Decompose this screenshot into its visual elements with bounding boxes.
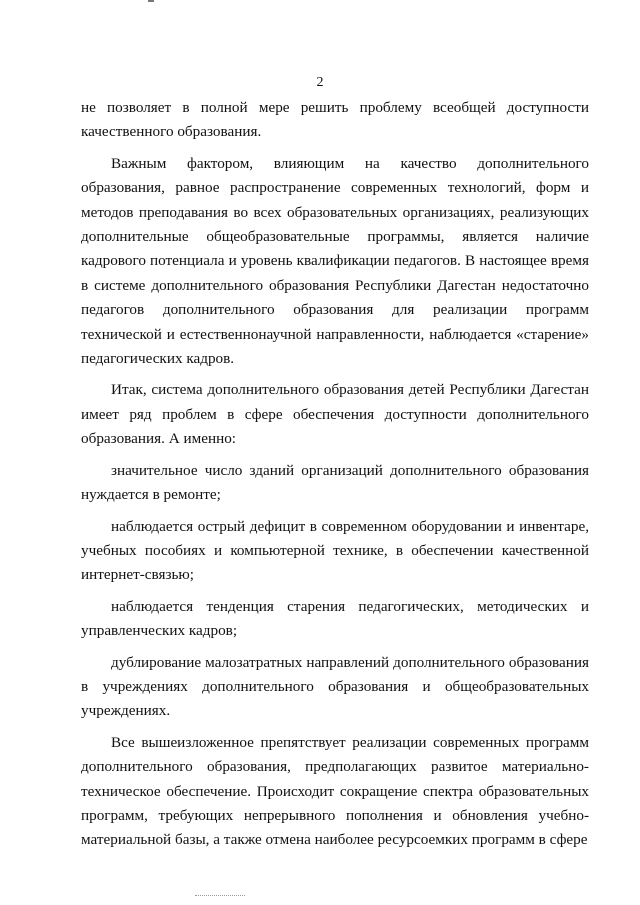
list-item-duplication: дублирование малозатратных направлений дополнительного образования в учреждениях дополнительного образования и общеобразовательных учреждениях. xyxy=(81,653,589,720)
paragraph-problems-intro: Итак, система дополнительного образования детей Республики Дагестан имеет ряд проблем в сфере обеспечения доступности дополнительного образования. А именно: xyxy=(81,381,589,448)
list-item-staff-aging: наблюдается тенденция старения педагогических, методических и управленческих кадров; xyxy=(81,597,589,640)
paragraph-key-factor: Важным фактором, влияющим на качество дополнительного образования, равное распространение современных технологий, форм и методов преподавания во всех образовательных организациях, реализующих дополнительные общеобразовательные программы, является наличие кадрового потенциала и уровень квалификации педагогов. В настоящее время в системе дополнительного образования Республики Дагестан недостаточно педагогов дополнительного образования для реализации программ технической и естественнонаучной направленности, наблюдается «старение» педагогических кадров. xyxy=(81,154,589,368)
paragraph-conclusion: Все вышеизложенное препятствует реализации современных программ дополнительного образования, предполагающих развитое материально-техническое обеспечение. Происходит сокращение спектра образовательных программ, требующих непрерывного пополнения и обновления учебно-материальной базы, а также отмена наиболее ресурсоемких программ в сфере xyxy=(81,733,589,849)
list-item-equipment: наблюдается острый дефицит в современном оборудовании и инвентаре, учебных пособиях и компьютерной технике, в обеспечении качественной интернет-связью; xyxy=(81,517,589,584)
scan-artifact-top xyxy=(148,0,154,2)
document-body xyxy=(81,96,589,860)
list-item-buildings: значительное число зданий организаций дополнительного образования нуждается в ремонте; xyxy=(81,461,589,504)
page-number: 2 xyxy=(316,75,324,90)
scan-artifact-bottom xyxy=(195,895,245,897)
paragraph-continuation: не позволяет в полной мере решить проблему всеобщей доступности качественного образования. xyxy=(81,99,589,141)
